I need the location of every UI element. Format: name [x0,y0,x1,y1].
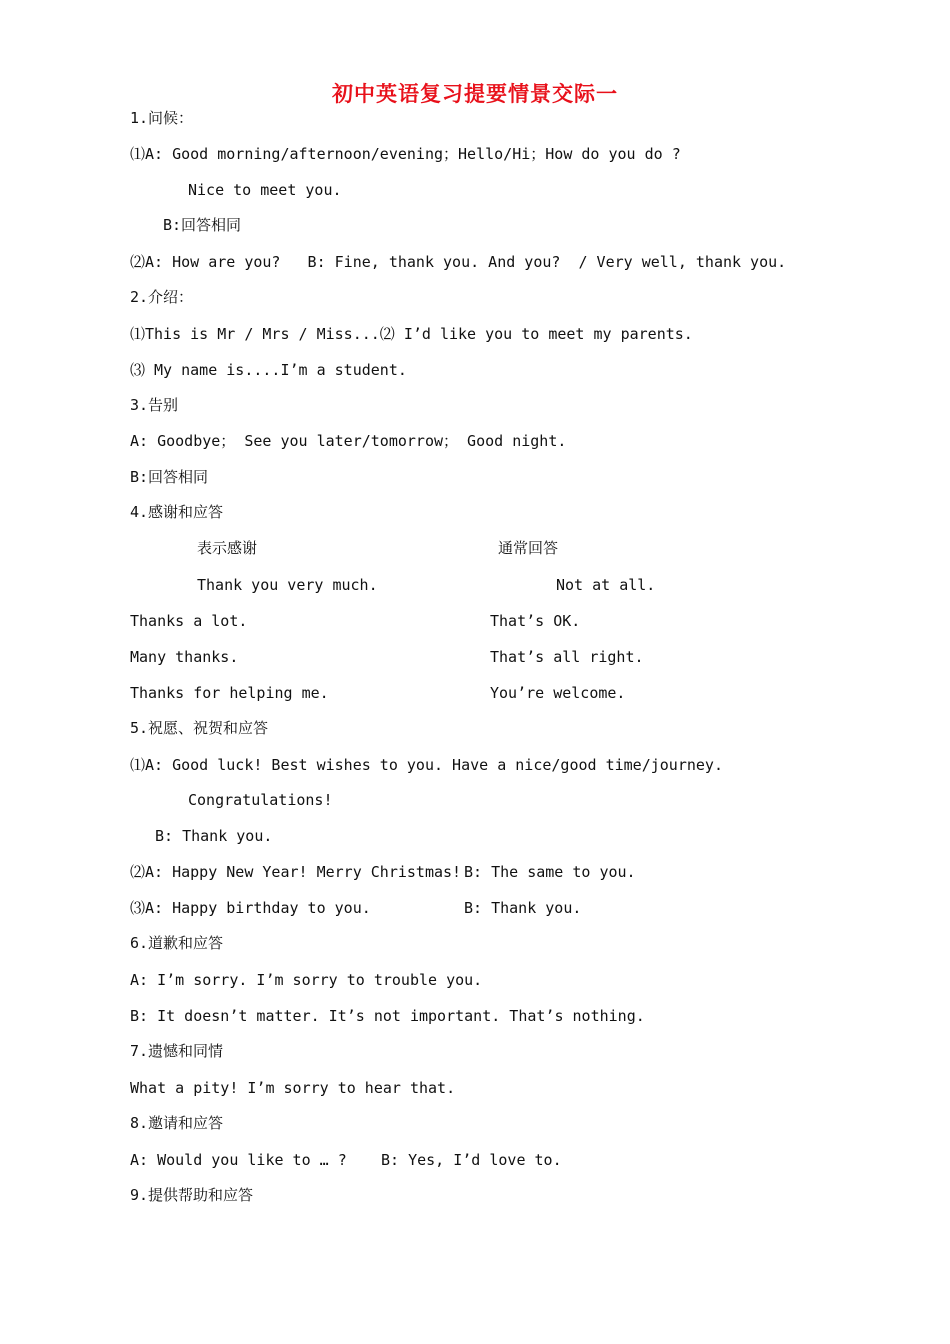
reply-row-1: Not at all. [556,576,656,594]
section-8-line-1-a: A: Would you like to … ? [130,1151,347,1169]
section-7-line-1: What a pity! I’m sorry to hear that. [130,1079,456,1097]
section-5-line-1: ⑴A: Good luck! Best wishes to you. Have a nice/good time/journey. [130,756,723,774]
section-1-line-1: ⑴A: Good morning/afternoon/evening；Hello/Hi；How do you do ? [130,145,681,163]
section-7-heading: 7.遗憾和同情 [130,1042,224,1060]
section-5-heading: 5.祝愿、祝贺和应答 [130,719,269,737]
section-3-line-1: A: Goodbye； See you later/tomorrow； Good night. [130,432,567,450]
section-9-heading: 9.提供帮助和应答 [130,1186,254,1204]
section-5-line-3: B: Thank you. [155,827,273,845]
thanks-column-header: 表示感谢 [197,539,258,557]
section-4-heading: 4.感谢和应答 [130,503,224,521]
section-8-heading: 8.邀请和应答 [130,1114,224,1132]
section-6-heading: 6.道歉和应答 [130,934,224,952]
section-5-line-2: Congratulations! [188,791,333,809]
section-1-line-4: ⑵A: How are you? B: Fine, thank you. And you? / Very well, thank you. [130,253,787,271]
section-1-line-3: B:回答相同 [163,216,242,234]
section-2-line-1: ⑴This is Mr / Mrs / Miss...⑵ I’d like you to meet my parents. [130,325,693,343]
section-6-line-2: B: It doesn’t matter. It’s not important. That’s nothing. [130,1007,645,1025]
thanks-row-3: Many thanks. [130,648,239,666]
reply-row-3: That’s all right. [490,648,644,666]
thanks-row-2: Thanks a lot. [130,612,248,630]
section-8-line-1-b: B: Yes, I’d love to. [381,1151,562,1169]
section-5-line-5-a: ⑶A: Happy birthday to you. [130,899,371,917]
section-1-heading: 1.问候： [130,109,194,127]
section-3-line-2: B:回答相同 [130,468,209,486]
section-3-heading: 3.告别 [130,396,179,414]
thanks-row-4: Thanks for helping me. [130,684,329,702]
section-5-line-4-b: B: The same to you. [464,863,636,881]
section-6-line-1: A: I’m sorry. I’m sorry to trouble you. [130,971,483,989]
section-5-line-4-a: ⑵A: Happy New Year! Merry Christmas! [130,863,462,881]
section-2-line-2: ⑶ My name is....I’m a student. [130,361,407,379]
reply-row-2: That’s OK. [490,612,581,630]
section-2-heading: 2.介绍： [130,288,194,306]
reply-row-4: You’re welcome. [490,684,626,702]
page-title: 初中英语复习提要情景交际一 [332,81,618,106]
thanks-row-1: Thank you very much. [197,576,378,594]
reply-column-header: 通常回答 [498,539,559,557]
section-5-line-5-b: B: Thank you. [464,899,582,917]
section-1-line-2: Nice to meet you. [188,181,342,199]
